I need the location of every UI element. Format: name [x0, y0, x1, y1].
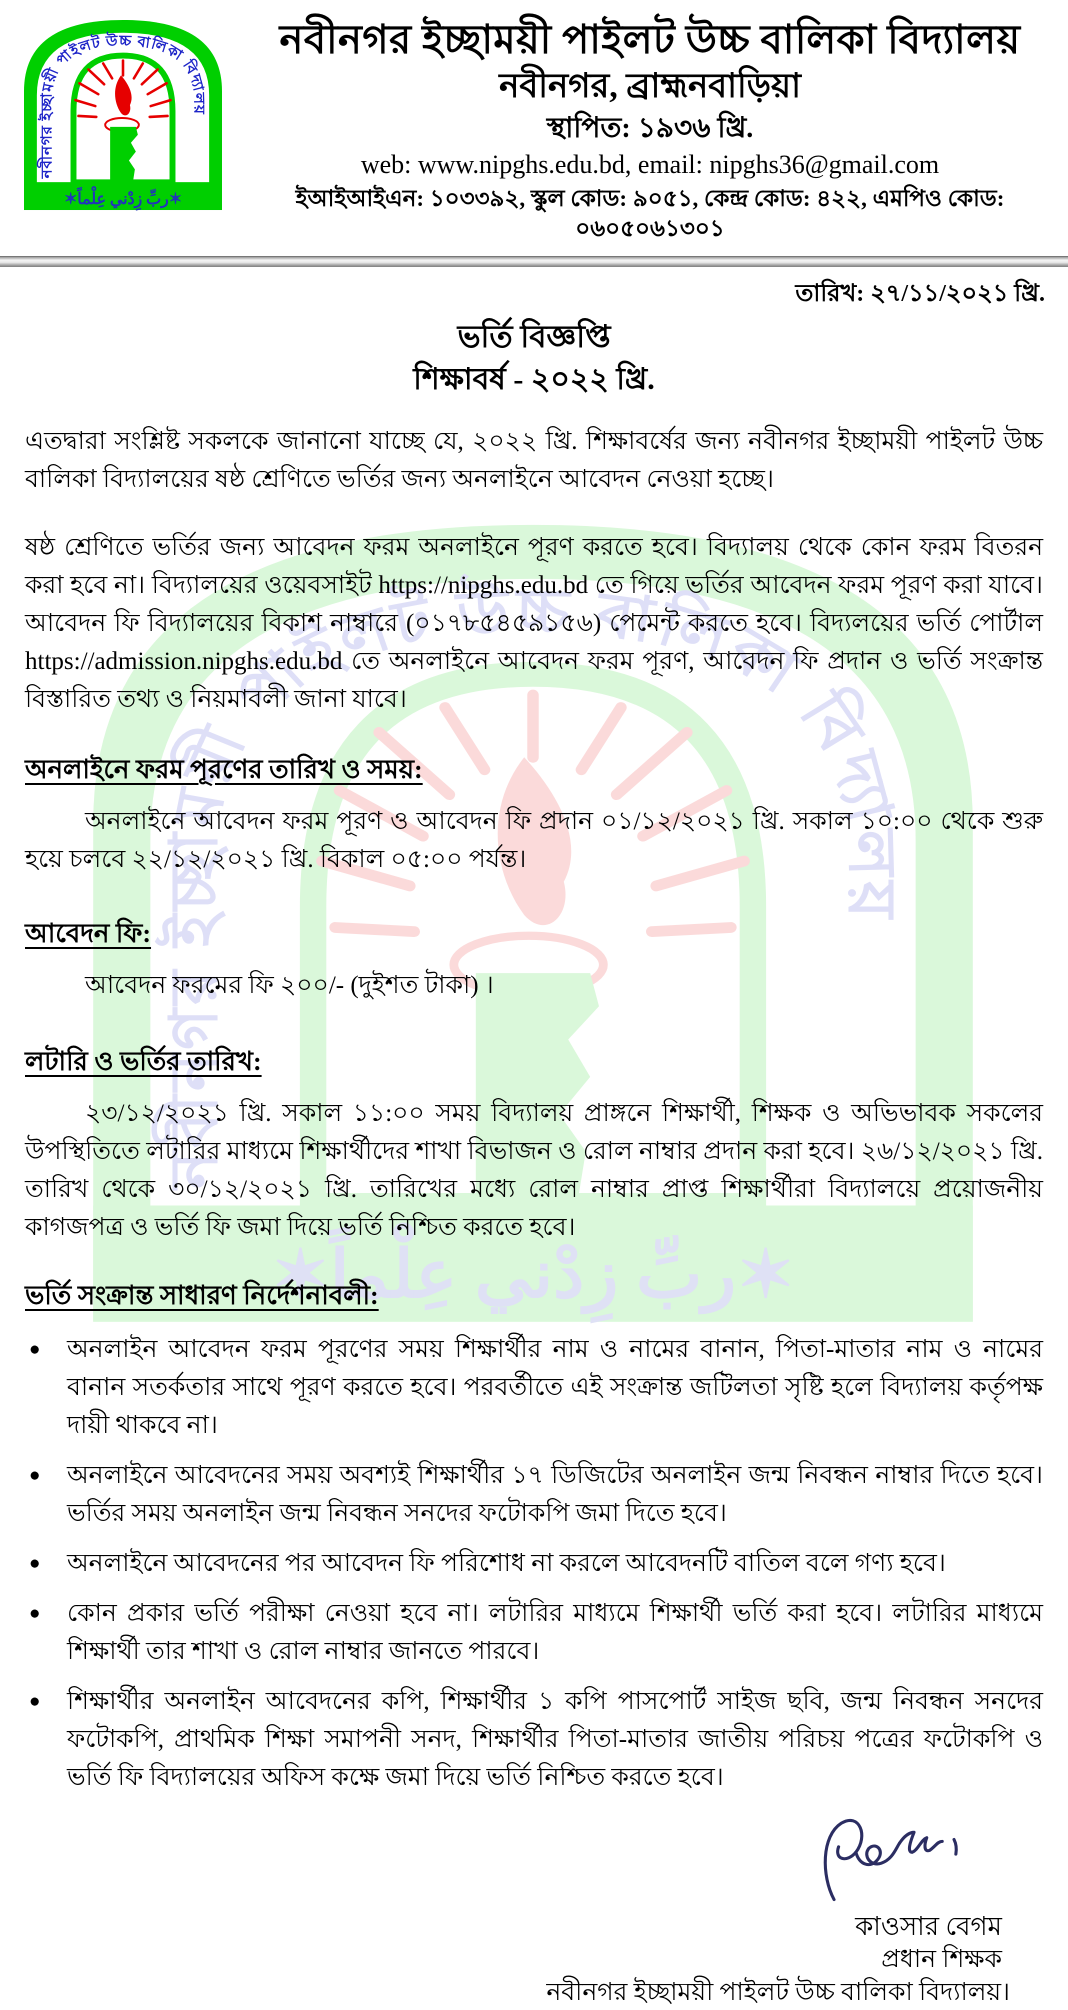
header-divider [0, 256, 1068, 267]
section-heading-form-dates: অনলাইনে ফরম পূরণের তারিখ ও সময়: [25, 755, 423, 785]
handwritten-signature [807, 1805, 992, 1905]
guideline-item: ● অনলাইন আবেদন ফরম পূরণের সময় শিক্ষার্থীর নাম ও নামের বানান, পিতা-মাতার নাম ও নামের বানান সতর্কতার সাথে পূরণ করতে হবে। পরবর্তীতে এই সংক্রান্ত জটিলতা সৃষ্টি হলে বিদ্যালয় কর্তৃপক্ষ দায়ী থাকবে না। [25, 1331, 1043, 1445]
guideline-item: ● কোন প্রকার ভর্তি পরীক্ষা নেওয়া হবে না। লটারির মাধ্যমে শিক্ষার্থী ভর্তি করা হবে। লটারির মাধ্যমে শিক্ষার্থী তার শাখা ও রোল নাম্বার জানতে পারবে। [25, 1595, 1043, 1671]
notice-date: তারিখ: ২৭/১১/২০২১ খ্রি. [795, 281, 1045, 308]
notice-subtitle: শিক্ষাবর্ষ - ২০২২ খ্রি. [413, 363, 655, 397]
intro-paragraph: এতদ্বারা সংশ্লিষ্ট সকলকে জানানো যাচ্ছে যে, ২০২২ খ্রি. শিক্ষাবর্ষের জন্য নবীনগর ইচ্ছাময়ী পাইলট উচ্চ বালিকা বিদ্যালয়ের ষষ্ঠ শ্রেণিতে ভর্তির জন্য অনলাইনে আবেদন নেওয়া হচ্ছে। [25, 428, 1043, 494]
section-heading-guidelines: ভর্তি সংক্রান্ত সাধারণ নির্দেশনাবলী: [25, 1281, 379, 1311]
signatory-institution: নবীনগর ইচ্ছাময়ী পাইলট উচ্চ বালিকা বিদ্যালয়। [546, 1979, 1010, 2007]
school-location: নবীনগর, ব্রাহ্মনবাড়িয়া [499, 68, 801, 105]
online-info-paragraph: ষষ্ঠ শ্রেণিতে ভর্তির জন্য আবেদন ফরম অনলাইনে পূরণ করতে হবে। বিদ্যালয় থেকে কোন ফরম বিতরন করা হবে না। বিদ্যালয়ের ওয়েবসাইট https://nipghs.edu.bd তে গিয়ে ভর্তির আবেদন ফরম পূরণ করা যাবে। আবেদন ফি বিদ্যালয়ের বিকাশ নাম্বারে (০১৭৮৫৪৫৯১৫৬) পেমেন্ট করতে হবে। বিদ্যলয়ের ভর্তি পোর্টাল https://admission.nipghs.edu.bd তে অনলাইনে আবেদন ফরম পূরণ, আবেদন ফি প্রদান ও ভর্তি সংক্রান্ত বিস্তারিত তথ্য ও নিয়মাবলী জানা যাবে। [25, 534, 1043, 714]
school-codes: ইআইআইএন: ১০৩৩৯২, স্কুল কোড: ৯০৫১, কেন্দ্র কোড: ৪২২, এমপিও কোড: ০৬০৫০৬১৩০১ [295, 186, 1005, 242]
school-name: নবীনগর ইচ্ছাময়ী পাইলট উচ্চ বালিকা বিদ্যালয় [279, 17, 1021, 62]
guideline-item: ● শিক্ষার্থীর অনলাইন আবেদনের কপি, শিক্ষার্থীর ১ কপি পাসপোর্ট সাইজ ছবি, জন্ম নিবন্ধন সনদের ফটোকপি, প্রাথমিক শিক্ষা সমাপনী সনদ, শিক্ষার্থীর পিতা-মাতার জাতীয় পরিচয় পত্রের ফটোকপি ও ভর্তি ফি বিদ্যালয়ের অফিস কক্ষে জমা দিয়ে ভর্তি নিশ্চিত করতে হবে। [25, 1683, 1043, 1797]
letterhead [0, 0, 1068, 244]
signatory-designation: প্রধান শিক্ষক [881, 1946, 1002, 1974]
section-heading-lottery: লটারি ও ভর্তির তারিখ: [25, 1047, 262, 1077]
guidelines-list [25, 1331, 1043, 1797]
signature-block [0, 1805, 1068, 2010]
section-body-fee: আবেদন ফরমের ফি ২০০/- (দুইশত টাকা) । [85, 972, 494, 1000]
signatory-name: কাওসার বেগম [855, 1912, 1002, 1942]
school-contact: web: www.nipghs.edu.bd, email: nipghs36@gmail.com [360, 149, 940, 179]
notice-title: ভর্তি বিজ্ঞপ্তি [457, 319, 611, 355]
guideline-item: ● অনলাইনে আবেদনের পর আবেদন ফি পরিশোধ না করলে আবেদনটি বাতিল বলে গণ্য হবে। [25, 1545, 1043, 1583]
section-heading-fee: আবেদন ফি: [25, 919, 152, 949]
section-body-lottery: ২৩/১২/২০২১ খ্রি. সকাল ১১:০০ সময় বিদ্যালয় প্রাঙ্গনে শিক্ষার্থী, শিক্ষক ও অভিভাবক সকলের উপস্থিতিতে লটারির মাধ্যমে শিক্ষার্থীদের শাখা বিভাজন ও রোল নাম্বার প্রদান করা হবে। ২৬/১২/২০২১ খ্রি. তারিখ থেকে ৩০/১২/২০২১ খ্রি. তারিখের মধ্যে রোল নাম্বার প্রাপ্ত শিক্ষার্থীরা বিদ্যালয়ে প্রয়োজনীয় কাগজপত্র ও ভর্তি ফি জমা দিয়ে ভর্তি নিশ্চিত করতে হবে। [25, 1100, 1043, 1242]
section-body-form-dates: অনলাইনে আবেদন ফরম পূরণ ও আবেদন ফি প্রদান ০১/১২/২০২১ খ্রি. সকাল ১০:০০ থেকে শুরু হয়ে চলবে ২২/১২/২০২১ খ্রি. বিকাল ০৫:০০ পর্যন্ত। [25, 808, 1043, 874]
guideline-item: ● অনলাইনে আবেদনের সময় অবশ্যই শিক্ষার্থীর ১৭ ডিজিটের অনলাইন জন্ম নিবন্ধন নাম্বার দিতে হবে। ভর্তির সময় অনলাইন জন্ম নিবন্ধন সনদের ফটোকপি জমা দিতে হবে। [25, 1457, 1043, 1533]
school-established: স্থাপিত: ১৯৩৬ খ্রি. [546, 112, 754, 144]
school-logo-icon [15, 14, 231, 212]
